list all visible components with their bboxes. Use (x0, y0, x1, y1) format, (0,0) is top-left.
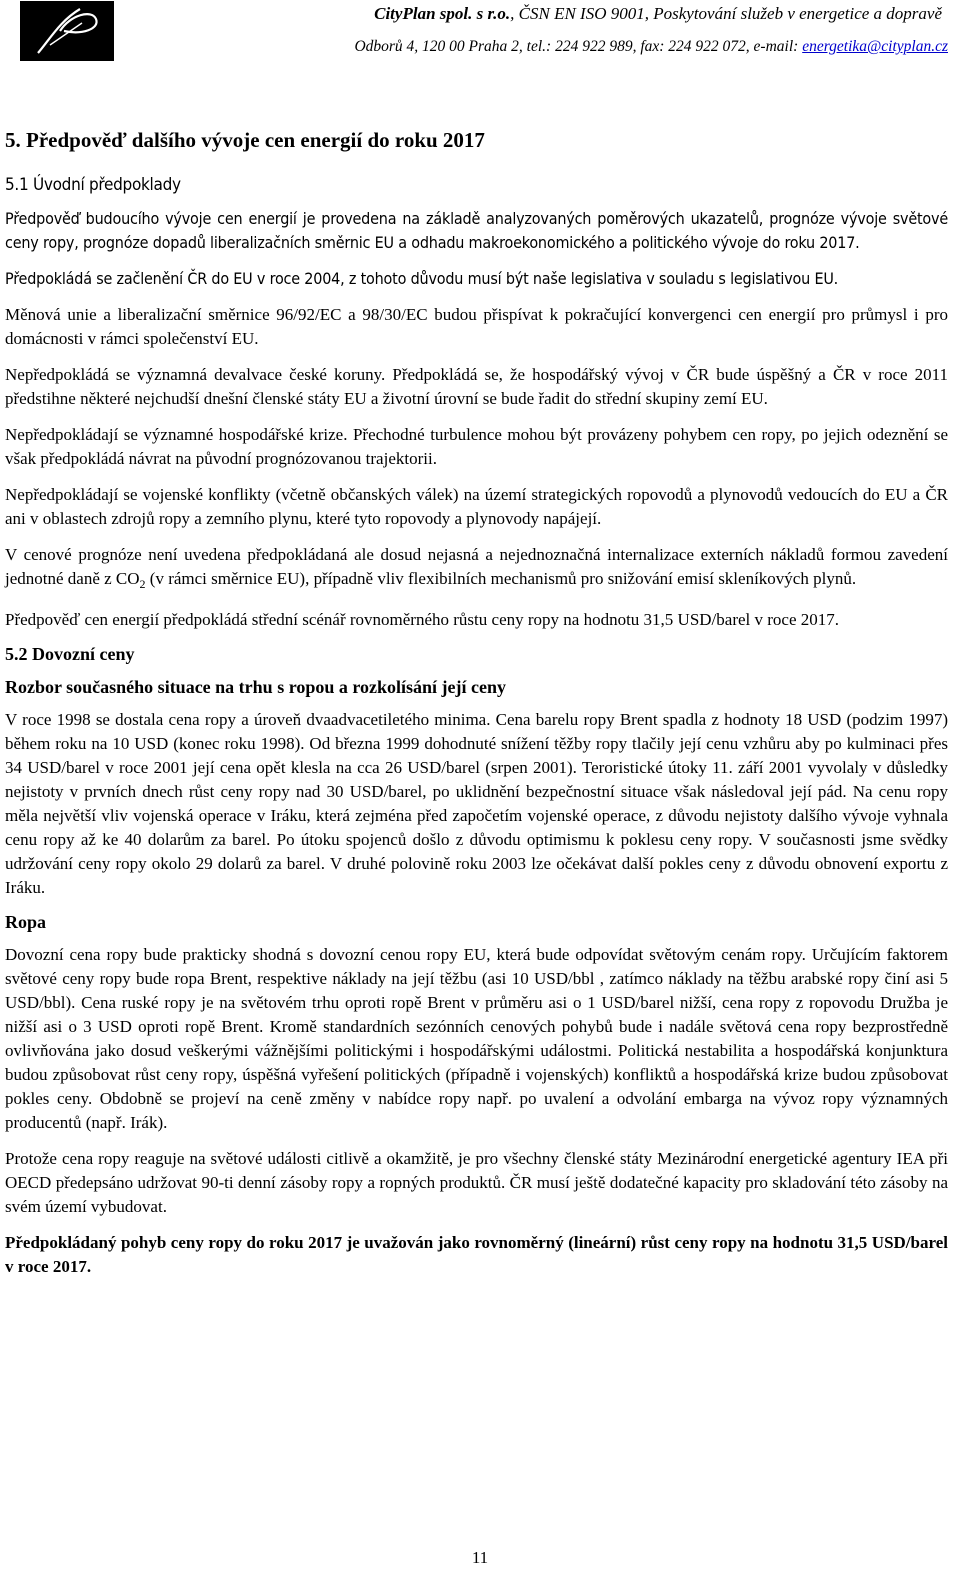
paragraph: Předpověď cen energií předpokládá střední scénář rovnoměrného růstu ceny ropy na hodnotu 31,5 USD/barel v roce 2017. (5, 610, 839, 629)
paragraph: Nepředpokládají se významné hospodářské krize. Přechodné turbulence mohou být provázeny pohybem cen ropy, po jejich odeznění se však předpokládá návrat na původní prognózovanou trajektorii. (5, 425, 948, 468)
contact-address: Odborů 4, 120 00 Praha 2, tel.: 224 922 989, fax: 224 922 072, e-mail: (354, 38, 803, 55)
page-number: 11 (471, 1548, 489, 1567)
subheading: Rozbor současného situace na trhu s ropou a rozkolísání její ceny (5, 677, 507, 697)
paragraph: Protože cena ropy reaguje na světové události citlivě a okamžitě, je pro všechny členské státy Mezinárodní energetické agentury IEA při OECD předepsáno udržovat 90-ti denní zásoby ropy a ropných produktů. ČR musí ještě dodatečné kapacity pro skladování této zásoby na svém území vybudovat. (5, 1149, 948, 1216)
page-header (0, 0, 960, 66)
ropa-heading: Ropa (5, 912, 47, 932)
company-description: , ČSN EN ISO 9001, Poskytování služeb v energetice a dopravě (510, 4, 942, 23)
paragraph: Nepředpokládají se vojenské konflikty (včetně občanských válek) na území strategických ropovodů a plynovodů vedoucích do EU a ČR ani v oblastech zdrojů ropy a zemního plynu, které tyto ropovody a plynovody napájejí. (5, 485, 948, 528)
header-company-line (374, 4, 942, 24)
paragraph-text: V cenové prognóze není uvedena předpokládaná ale dosud nejasná a nejednoznačná internalizace externích nákladů formou zavedení jednotné daně z CO (5, 545, 948, 588)
paragraph: Nepředpokládá se významná devalvace české koruny. Předpokládá se, že hospodářský vývoj v ČR bude úspěšný a ČR v roce 2011 předstihne některé nejchudší dnešní členské státy EU a životní úrovní se bude řadit do střední skupiny zemí EU. (5, 365, 948, 408)
paragraph-co2 (5, 543, 948, 596)
section-heading-5-1: 5.1 Úvodní předpoklady (5, 175, 181, 195)
cityplan-logo (20, 1, 114, 61)
paragraph: Měnová unie a liberalizační směrnice 96/92/EC a 98/30/EC budou přispívat k pokračující konvergenci cen energií pro průmysl i pro domácnosti v rámci společenství EU. (5, 305, 948, 348)
conclusion-paragraph: Předpokládaný pohyb ceny ropy do roku 2017 je uvažován jako rovnoměrný (lineární) růst ceny ropy na hodnotu 31,5 USD/barel v roce 2017. (5, 1233, 948, 1276)
page-title: 5. Předpověď dalšího vývoje cen energií do roku 2017 (5, 128, 485, 152)
paragraph: Předpověď budoucího vývoje cen energií je provedena na základě analyzovaných poměrových ukazatelů, prognóze vývoje světové ceny ropy, prognóze dopadů liberalizačních směrnic EU a odhadu makroekonomického a politického vývoje do roku 2017. (5, 209, 948, 252)
section-heading-5-2: 5.2 Dovozní ceny (5, 644, 135, 664)
paragraph: V roce 1998 se dostala cena ropy a úroveň dvaadvacetiletého minima. Cena barelu ropy Brent spadla z hodnoty 18 USD (podzim 1997) během roku na 10 USD (konec roku 1998). Od března 1999 dohodnuté snížení těžby ropy tlačily její cenu vzhůru aby po kulminaci přes 34 USD/barel v roce 2001 její cena opět klesla na cca 26 USD/barel (srpen 2001). Teroristické útoky 11. září 2001 vyvolaly v důsledky nejistoty v prvních dnech růst ceny ropy nad 30 USD/barel, po uklidnění bezpečnostní situace však následoval její pád. Na cenu ropy měla největší vliv vojenská operace v Iráku, která zejména před započetím vojenské operace, z důvodu nejistoty dalšího vývoje vyhnala cenu ropy až ke 40 dolarům za barel. Po útoku spojenců došlo z důvodu optimismu k poklesu ceny ropy. V současnosti jsme svědky udržování ceny ropy okolo 29 dolarů za barel. V druhé polovině roku 2003 lze očekávat další pokles ceny z důvodu obnovení exportu z Iráku. (5, 710, 948, 897)
document-body (5, 120, 948, 1291)
company-name: CityPlan spol. s r.o. (374, 4, 511, 23)
subscript: 2 (139, 577, 146, 591)
logo-icon (20, 1, 114, 61)
paragraph: Předpokládá se začlenění ČR do EU v roce 2004, z tohoto důvodu musí být naše legislativa v souladu s legislativou EU. (5, 269, 839, 288)
header-contact-line (354, 38, 948, 56)
paragraph-text: (v rámci směrnice EU), případně vliv flexibilních mechanismů pro snižování emisí skleníkových plynů. (145, 569, 857, 588)
email-link[interactable]: energetika@cityplan.cz (802, 38, 948, 55)
paragraph: Dovozní cena ropy bude prakticky shodná s dovozní cenou ropy EU, která bude odpovídat světovým cenám ropy. Určujícím faktorem světové ceny ropy bude ropa Brent, respektive náklady na její těžbu (asi 10 USD/bbl , zatímco náklady na těžbu arabské ropy činí asi 5 USD/bbl). Cena ruské ropy je na světovém trhu oproti ropě Brent v průměru asi o 1 USD/barel nižší, cena ropy z ropovodu Družba je nižší asi o 3 USD oproti ropě Brent. Kromě standardních sezónních cenových pohybů bude i nadále světová cena ropy bezprostředně ovlivňována jako dosud veškerými vážnějšími politickými i hospodářskými událostmi. Politická nestabilita a hospodářská konjunktura budou způsobovat růst ceny ropy, úspěšná vyřešení politických (případně i vojenských) konfliktů a hospodářská krize budou způsobovat pokles ceny. Obdobně se projeví na ceně změny v nabídce ropy např. po uvalení a odvolání embarga na vývoz ropy významných producentů (např. Irák). (5, 945, 948, 1132)
